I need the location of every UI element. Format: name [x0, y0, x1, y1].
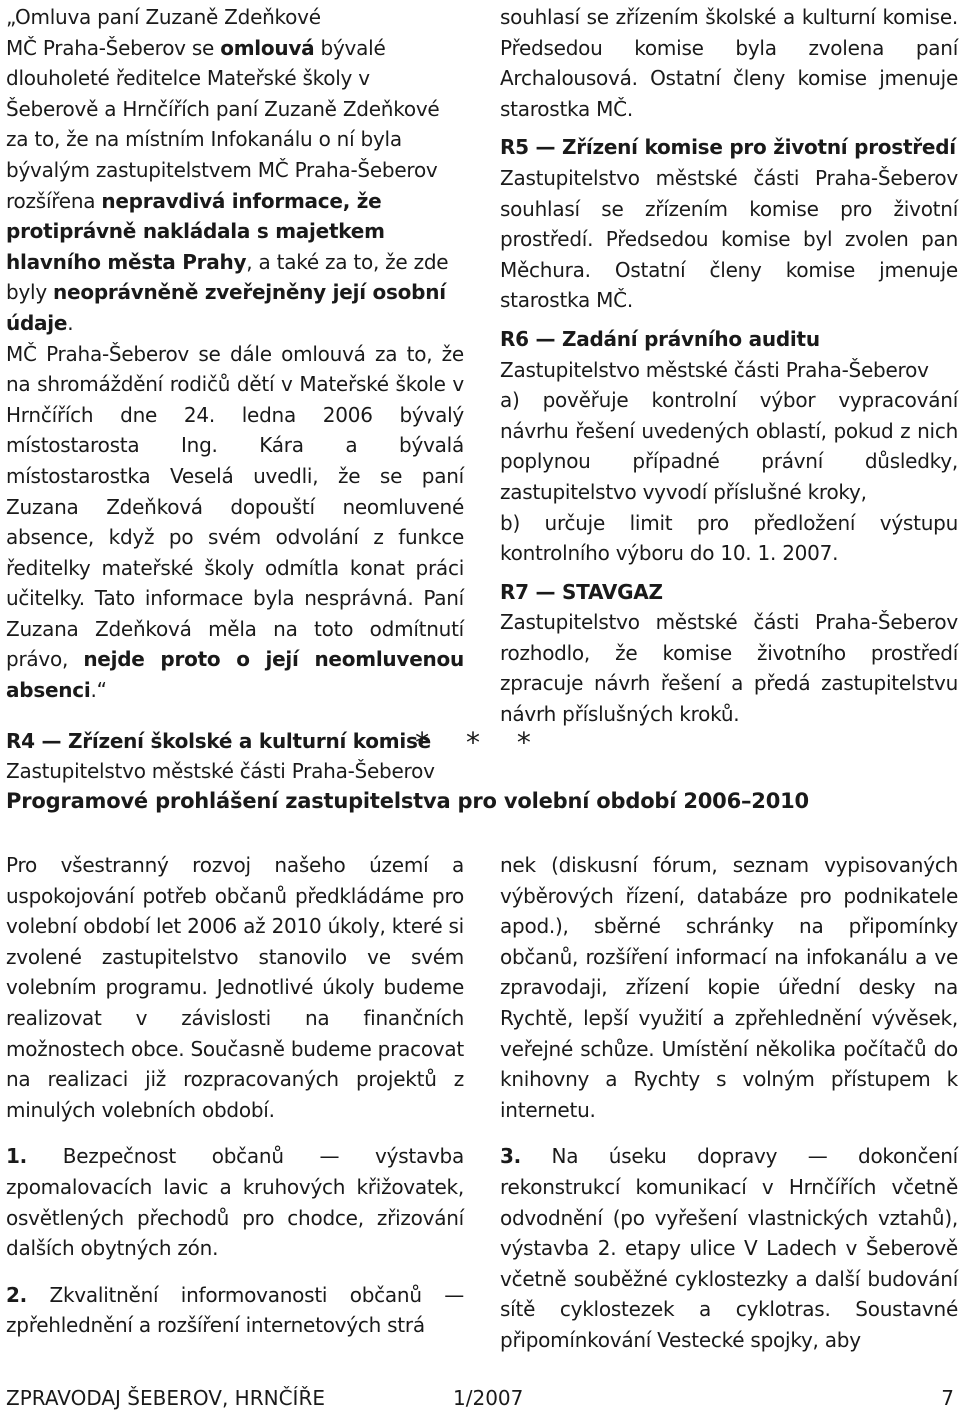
r6-item-a: a) pověřuje kontrolní výbor vypracování návrhu řešení uvedených oblastí, pokud z nich poplynou případné právní důsledky, zastupitelstvo vyvodí příslušné kroky,	[500, 388, 958, 504]
apology-paragraph-1: „Omluva paní Zuzaně Zdeňkové MČ Praha-Šeberov se omlouvá bývalé dlouholeté ředitelce Mateřské školy v Šeberově a Hrnčířích paní Zuzaně Zdeňkové za to, že na místním Infokanálu o ní byla bývalým zastupitelstvem MČ Praha-Šeberov rozšířena nepravdivá informace, že protiprávně nakládala s majetkem hlavního města Prahy, a také za to, že zde byly neoprávněně zveřejněny její osobní údaje.	[6, 5, 449, 335]
apology-paragraph-2: MČ Praha-Šeberov se dále omlouvá za to, že na shromáždění rodičů dětí v Mateřské škole v Hrnčířích dne 24. ledna 2006 bývalý místostarosta Ing. Kára a bývalá místostarostka Veselá uvedli, že se paní Zuzana Zdeňková dopouští neomluvené absence, když po svém odvolání z funkce ředitelky mateřské školy odmítla konat práci učitelky. Tato informace byla nesprávná. Paní Zuzana Zdeňková měla na toto odmítnutí právo, nejde proto o její neomluvenou absenci.“	[6, 341, 464, 703]
program-item-3: 3. Na úseku dopravy — dokončení rekonstrukcí komunikací v Hrnčířích včetně odvodnění (po vyřešení vlastnických vztahů), výstavba 2. etapy ulice V Ladech v Šeberově včetně souběžné cyklostezky a další budování sítě cyklostezek a cyklotras. Soustavné připomínkování Vestecké spojky, aby	[500, 1144, 958, 1352]
bottom-right-column	[500, 850, 958, 1356]
top-left-column	[6, 2, 464, 787]
r7-heading: R7 — STAVGAZ	[500, 579, 663, 604]
apology-title: „Omluva paní Zuzaně Zdeňkové	[6, 5, 321, 29]
footer-publication: ZPRAVODAJ ŠEBEROV, HRNČÍŘE	[6, 1386, 325, 1410]
r5-heading: R5 — Zřízení komise pro životní prostředí	[500, 135, 956, 160]
r6-text: Zastupitelstvo městské části Praha-Šeberov	[500, 357, 929, 382]
program-intro: Pro všestranný rozvoj našeho území a uspokojování potřeb občanů předkládáme pro volební období let 2006 až 2010 úkoly, které si zvolené zastupitelstvo stanovilo ve svém volebním programu. Jednotlivé úkoly budeme realizovat v závislosti na finančních možnostech obce. Současně budeme pracovat na realizaci již rozpracovaných projektů z minulých volebních období.	[6, 853, 464, 1122]
program-item-2-continuation: nek (diskusní fórum, seznam vypisovaných výběrových řízení, databáze pro podnikatele apod.), sběrné schránky na připomínky občanů, rozšíření informací na infokanálu a ve zpravodaji, zřízení kopie úřední desky na Rychtě, lepší využití a zpřehlednění vývěsek, veřejné schůze. Umístění několika počítačů do knihovny a Rychty s volným přístupem k internetu.	[500, 853, 958, 1122]
program-item-2: 2. Zkvalitnění informovanosti občanů — zpřehlednění a rozšíření internetových strá	[6, 1282, 464, 1338]
bottom-left-column	[6, 850, 464, 1341]
r4-heading: R4 — Zřízení školské a kulturní komise	[6, 728, 431, 753]
page-footer	[6, 1386, 954, 1418]
r4-text: Zastupitelstvo městské části Praha-Šeberov	[6, 759, 435, 784]
r7-text: Zastupitelstvo městské části Praha-Šeberov rozhodlo, že komise životního prostředí zpracuje návrh řešení a předá zastupitelstvu návrh příslušných kroků.	[500, 610, 958, 727]
footer-page-number: 7	[941, 1386, 954, 1410]
r6-heading: R6 — Zadání právního auditu	[500, 326, 820, 351]
program-item-1: 1. Bezpečnost občanů — výstavba zpomalovacích lavic a kruhových křižovatek, osvětlených přechodů pro chodce, zřizování dalších obytných zón.	[6, 1144, 464, 1261]
r5-text: Zastupitelstvo městské části Praha-Šeberov souhlasí se zřízením komise pro životní prostředí. Předsedou komise byl zvolen pan Měchura. Ostatní členy komise jmenuje starostka MČ.	[500, 165, 958, 313]
r6-item-b: b) určuje limit pro předložení výstupu kontrolního výboru do 10. 1. 2007.	[500, 510, 958, 566]
program-title: Programové prohlášení zastupitelstva pro volební období 2006–2010	[6, 789, 809, 813]
top-right-column	[500, 2, 958, 730]
footer-issue: 1/2007	[453, 1386, 524, 1410]
section-separator: * * *	[415, 726, 545, 759]
r4-continuation: souhlasí se zřízením školské a kulturní komise. Předsedou komise byla zvolena paní Archalousová. Ostatní členy komise jmenuje starostka MČ.	[500, 5, 958, 121]
